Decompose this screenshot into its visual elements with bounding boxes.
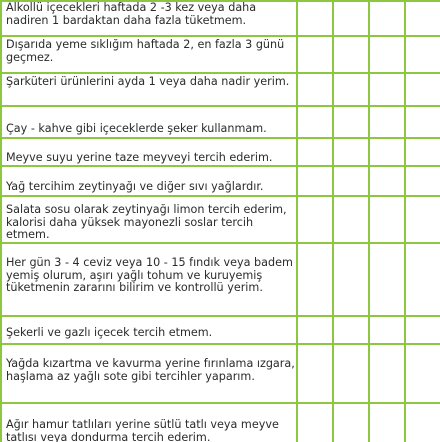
check-cell[interactable] xyxy=(405,166,440,196)
check-cell[interactable] xyxy=(369,403,405,442)
table-row xyxy=(1,138,440,166)
check-cell[interactable] xyxy=(333,1,369,36)
check-cell[interactable] xyxy=(405,196,440,243)
check-cell[interactable] xyxy=(333,36,369,73)
check-cell[interactable] xyxy=(297,243,333,316)
check-cell[interactable] xyxy=(369,1,405,36)
check-cell[interactable] xyxy=(369,316,405,344)
check-cell[interactable] xyxy=(333,316,369,344)
table-row xyxy=(1,243,440,316)
check-cell[interactable] xyxy=(297,196,333,243)
check-cell[interactable] xyxy=(297,403,333,442)
habit-statement: Şarküteri ürünlerini ayda 1 veya daha nadir yerim. xyxy=(1,73,297,106)
habit-statement: Şekerli ve gazlı içecek tercih etmem. xyxy=(1,316,297,344)
check-cell[interactable] xyxy=(333,138,369,166)
check-cell[interactable] xyxy=(369,243,405,316)
check-cell[interactable] xyxy=(297,73,333,106)
check-cell[interactable] xyxy=(333,196,369,243)
check-cell[interactable] xyxy=(405,138,440,166)
check-cell[interactable] xyxy=(405,1,440,36)
check-cell[interactable] xyxy=(405,106,440,138)
check-cell[interactable] xyxy=(405,316,440,344)
table-row xyxy=(1,166,440,196)
check-cell[interactable] xyxy=(297,316,333,344)
check-cell[interactable] xyxy=(369,106,405,138)
habit-statement: Alkollü içecekleri haftada 2 -3 kez veya daha nadiren 1 bardaktan daha fazla tüketmem. xyxy=(1,1,297,36)
habit-statement: Salata sosu olarak zeytinyağı limon tercih ederim, kalorisi daha yüksek mayonezli soslar tercih etmem. xyxy=(1,196,297,243)
check-cell[interactable] xyxy=(369,73,405,106)
habit-statement: Çay - kahve gibi içeceklerde şeker kullanmam. xyxy=(1,106,297,138)
habit-statement: Dışarıda yeme sıklığım haftada 2, en fazla 3 günü geçmez. xyxy=(1,36,297,73)
check-cell[interactable] xyxy=(333,403,369,442)
check-cell[interactable] xyxy=(333,166,369,196)
check-cell[interactable] xyxy=(405,344,440,403)
table-row xyxy=(1,403,440,442)
table-row xyxy=(1,196,440,243)
habit-statement: Meyve suyu yerine taze meyveyi tercih ederim. xyxy=(1,138,297,166)
check-cell[interactable] xyxy=(369,344,405,403)
check-cell[interactable] xyxy=(297,138,333,166)
check-cell[interactable] xyxy=(297,106,333,138)
check-cell[interactable] xyxy=(333,73,369,106)
table-row xyxy=(1,344,440,403)
check-cell[interactable] xyxy=(369,138,405,166)
habit-statement: Yağ tercihim zeytinyağı ve diğer sıvı yağlardır. xyxy=(1,166,297,196)
check-cell[interactable] xyxy=(405,243,440,316)
check-cell[interactable] xyxy=(369,166,405,196)
habit-statement: Yağda kızartma ve kavurma yerine fırınlama ızgara, haşlama az yağlı sote gibi tercihler yaparım. xyxy=(1,344,297,403)
check-cell[interactable] xyxy=(369,196,405,243)
check-cell[interactable] xyxy=(297,344,333,403)
check-cell[interactable] xyxy=(297,1,333,36)
check-cell[interactable] xyxy=(405,73,440,106)
check-cell[interactable] xyxy=(405,36,440,73)
table-row xyxy=(1,36,440,73)
check-cell[interactable] xyxy=(333,243,369,316)
check-cell[interactable] xyxy=(405,403,440,442)
table-row xyxy=(1,73,440,106)
table-row xyxy=(1,1,440,36)
habit-statement: Ağır hamur tatlıları yerine sütlü tatlı veya meyve tatlısı veya dondurma tercih ederim. xyxy=(1,403,297,442)
table-row xyxy=(1,106,440,138)
check-cell[interactable] xyxy=(297,36,333,73)
check-cell[interactable] xyxy=(297,166,333,196)
check-cell[interactable] xyxy=(369,36,405,73)
table-row xyxy=(1,316,440,344)
habit-statement: Her gün 3 - 4 ceviz veya 10 - 15 fındık veya badem yemiş olurum, aşırı yağlı tohum ve kuruyemiş tüketmenin zararını bilirim ve kontrollü yerim. xyxy=(1,243,297,316)
check-cell[interactable] xyxy=(333,106,369,138)
check-cell[interactable] xyxy=(333,344,369,403)
